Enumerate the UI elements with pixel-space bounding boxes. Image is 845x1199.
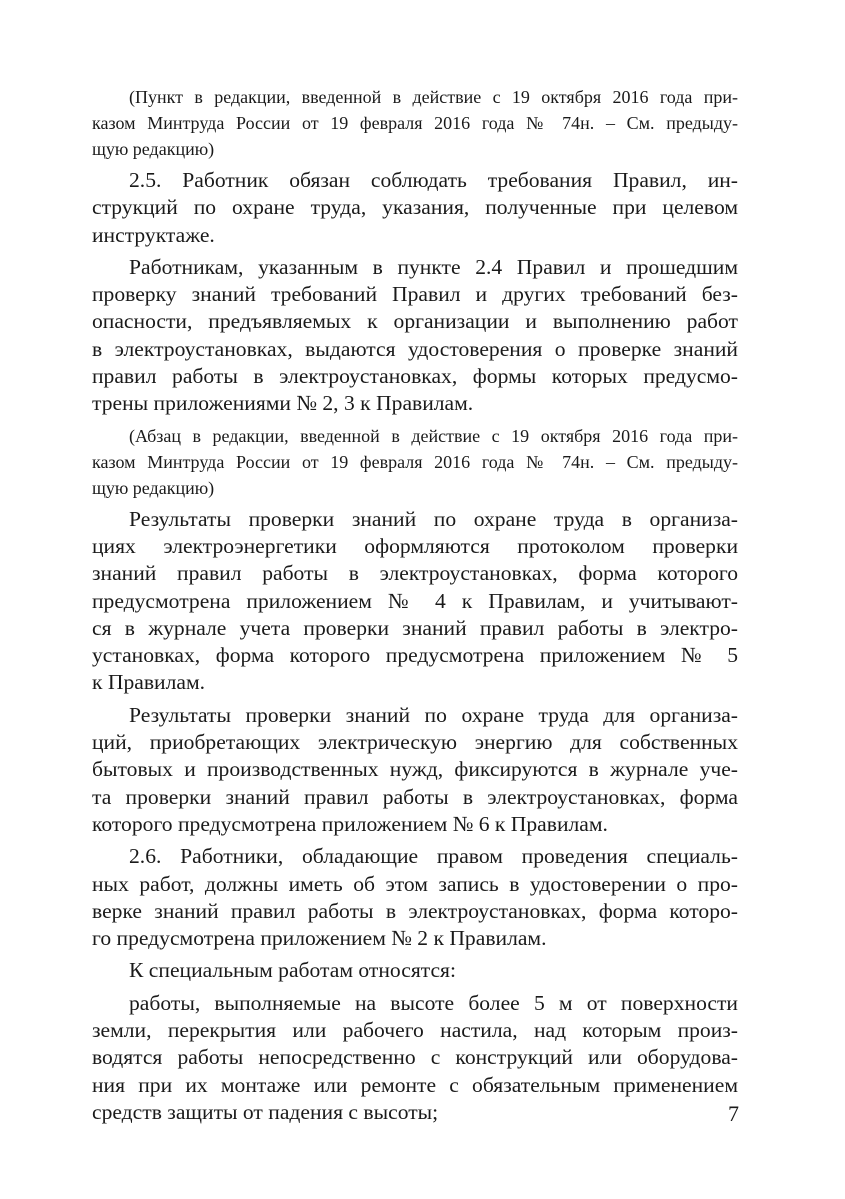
page-number: 7	[728, 1101, 739, 1126]
text-line: бытовых и производственных нужд, фиксируются в журнале уче-	[92, 757, 738, 782]
text-line: проверку знаний требований Правил и других требований без-	[92, 282, 738, 307]
text-line: казом Минтруда России от 19 февраля 2016 года № 74н. – См. предыду-	[92, 451, 738, 472]
text-line: водятся работы непосредственно с конструкций или оборудова-	[92, 1045, 738, 1070]
text-line: го предусмотрена приложением № 2 к Правилам.	[92, 926, 547, 951]
text-line: установках, форма которого предусмотрена приложением № 5	[92, 643, 738, 668]
editorial-note	[92, 423, 738, 501]
paragraph	[92, 254, 738, 418]
text-line: щую редакцию)	[92, 139, 215, 159]
text-line: ных работ, должны иметь об этом запись в удостоверении о про-	[92, 871, 738, 896]
text-line: Результаты проверки знаний по охране труда в организа-	[129, 506, 738, 531]
text-line: 2.6. Работники, обладающие правом проведения специаль-	[129, 844, 738, 869]
text-line: знаний правил работы в электроустановках, форма которого	[92, 561, 738, 586]
paragraph	[92, 843, 738, 952]
text-line: К специальным работам относятся:	[129, 958, 456, 983]
paragraph	[92, 702, 738, 838]
text-line: казом Минтруда России от 19 февраля 2016 года № 74н. – См. предыду-	[92, 113, 738, 133]
text-line: (Абзац в редакции, введенной в действие с 19 октября 2016 года при-	[129, 425, 738, 446]
text-line: опасности, предъявляемых к организации и выполнению работ	[92, 309, 738, 334]
text-line: верке знаний правил работы в электроустановках, форма которо-	[92, 898, 738, 923]
text-line: Работникам, указанным в пункте 2.4 Правил и прошедшим	[129, 254, 738, 279]
paragraph	[92, 167, 738, 249]
text-line: правил работы в электроустановках, формы которых предусмо-	[92, 364, 738, 389]
text-line: струкций по охране труда, указания, полученные при целевом	[92, 195, 738, 220]
text-line: в электроустановках, выдаются удостоверения о проверке знаний	[92, 336, 738, 361]
text-line: ния при их монтаже или ремонте с обязательным применением	[92, 1072, 738, 1097]
paragraph	[92, 957, 738, 984]
text-line: (Пункт в редакции, введенной в действие с 19 октября 2016 года при-	[129, 87, 738, 107]
text-line: та проверки знаний правил работы в электроустановках, форма	[92, 784, 738, 809]
paragraph	[92, 506, 738, 697]
text-line: к Правилам.	[92, 670, 206, 695]
text-line: трены приложениями № 2, 3 к Правилам.	[92, 391, 474, 416]
text-line: инструктаже.	[92, 222, 215, 247]
text-line: Результаты проверки знаний по охране труда для организа-	[129, 702, 738, 727]
text-line: земли, перекрытия или рабочего настила, над которым произ-	[92, 1018, 738, 1043]
text-line: которого предусмотрена приложением № 6 к Правилам.	[92, 811, 608, 836]
text-line: ся в журнале учета проверки знаний правил работы в электро-	[92, 615, 738, 640]
text-line: циях электроэнергетики оформляются протоколом проверки	[92, 533, 738, 558]
text-line: ций, приобретающих электрическую энергию для собственных	[92, 730, 738, 755]
editorial-note	[92, 84, 738, 162]
text-line: средств защиты от падения с высоты;	[92, 1099, 439, 1124]
text-line: работы, выполняемые на высоте более 5 м от поверхности	[129, 990, 738, 1015]
page-body	[92, 84, 738, 1131]
paragraph	[92, 990, 738, 1126]
text-line: предусмотрена приложением № 4 к Правилам, и учитывают-	[92, 588, 738, 613]
text-line: 2.5. Работник обязан соблюдать требования Правил, ин-	[129, 168, 738, 192]
text-line: щую редакцию)	[92, 477, 215, 498]
